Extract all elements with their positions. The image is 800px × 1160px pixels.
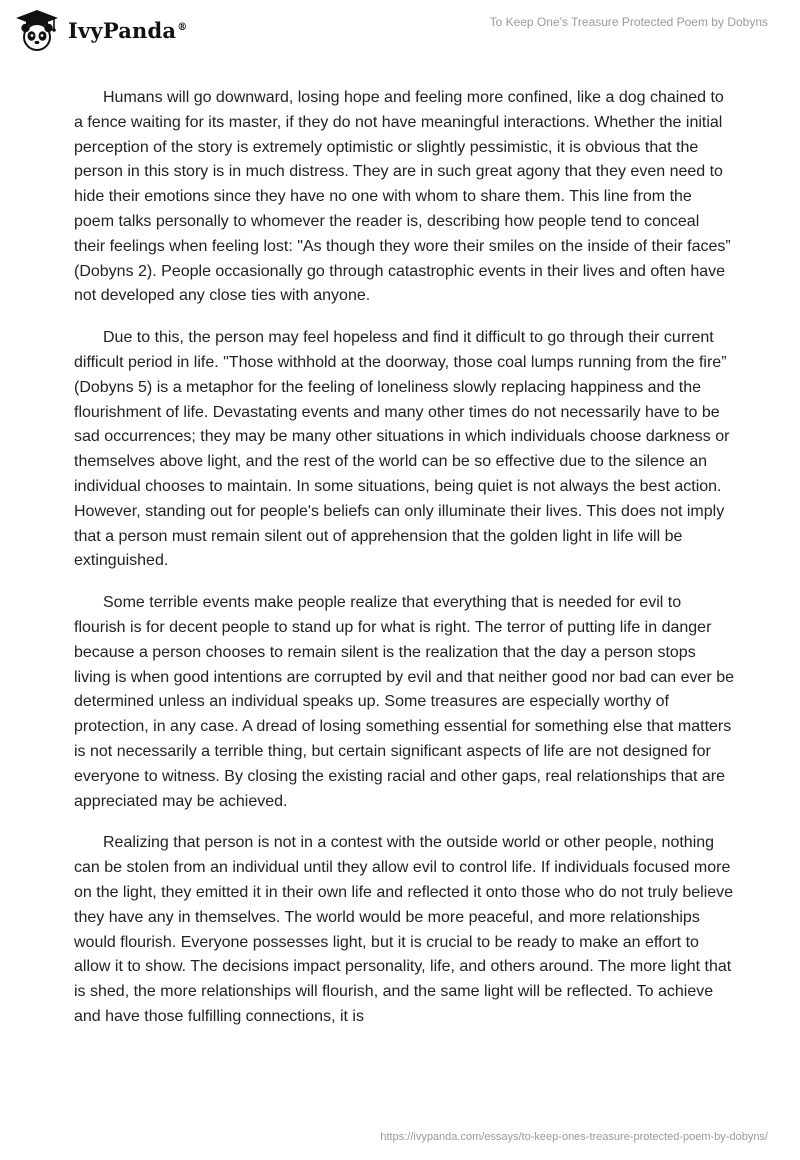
paragraph: Humans will go downward, losing hope and feeling more confined, like a dog chained to a fence waiting for its master, if they do not have meaningful interactions. Whether the initial perception of the story is extremely optimistic or slightly pessimistic, it is obvious that the person in this story is in much distress. They are in such great agony that they even need to hide their emotions since they have no one with whom to share them. This line from the poem talks personally to whomever the reader is, describing how people tend to conceal their feelings when feeling lost: "As though they wore their smiles on the inside of their faces” (Dobyns 2). People occasionally go through catastrophic events in their lives and often have not developed any close ties with anyone. xyxy=(74,89,731,305)
panda-graduate-icon xyxy=(14,8,60,52)
brand-logo[interactable] xyxy=(14,8,187,52)
paragraph: Realizing that person is not in a contest with the outside world or other people, nothing can be stolen from an individual until they allow evil to control life. If individuals focused more on the light, they emitted it in their own life and reflected it onto those who do not truly believe they have any in themselves. The world would be more peaceful, and more relationships would flourish. Everyone possesses light, but it is crucial to be ready to make an effort to allow it to show. The decisions impact personality, life, and others around. The more light that is shed, the more relationships will flourish, and the same light will be reflected. To achieve and have those fulfilling connections, it is xyxy=(74,834,734,1025)
source-url[interactable]: https://ivypanda.com/essays/to-keep-ones-treasure-protected-poem-by-dobyns/ xyxy=(380,1131,768,1143)
page-header xyxy=(0,0,800,60)
paragraph: Some terrible events make people realize that everything that is needed for evil to flourish is for decent people to stand up for what is right. The terror of putting life in danger because a person chooses to remain silent is the realization that the day a person stops living is when good intentions are corrupted by evil and that neither good nor bad can ever be determined unless an individual speaks up. Some treasures are especially worthy of protection, in any case. A dread of losing something essential for something else that matters is not necessarily a terrible thing, but certain significant aspects of life are not designed for everyone to witness. By closing the existing racial and other gaps, real relationships that are appreciated may be achieved. xyxy=(74,594,734,810)
paragraph: Due to this, the person may feel hopeless and find it difficult to go through their current difficult period in life. "Those withhold at the doorway, those coal lumps running from the fire” (Dobyns 5) is a metaphor for the feeling of loneliness slowly replacing happiness and the flourishment of life. Devastating events and many other times do not necessarily have to be sad occurrences; they may be many other situations in which individuals choose darkness or themselves above light, and the rest of the world can be so effective due to the silence an individual chooses to maintain. In some situations, being quiet is not always the best action. However, standing out for people's beliefs can only illuminate their lives. This does not imply that a person must remain silent out of apprehension that the golden light in life will be extinguished. xyxy=(74,329,730,570)
document-title: To Keep One's Treasure Protected Poem by Dobyns xyxy=(489,15,768,29)
brand-name: IvyPanda® xyxy=(68,17,188,43)
essay-body xyxy=(74,86,734,1047)
